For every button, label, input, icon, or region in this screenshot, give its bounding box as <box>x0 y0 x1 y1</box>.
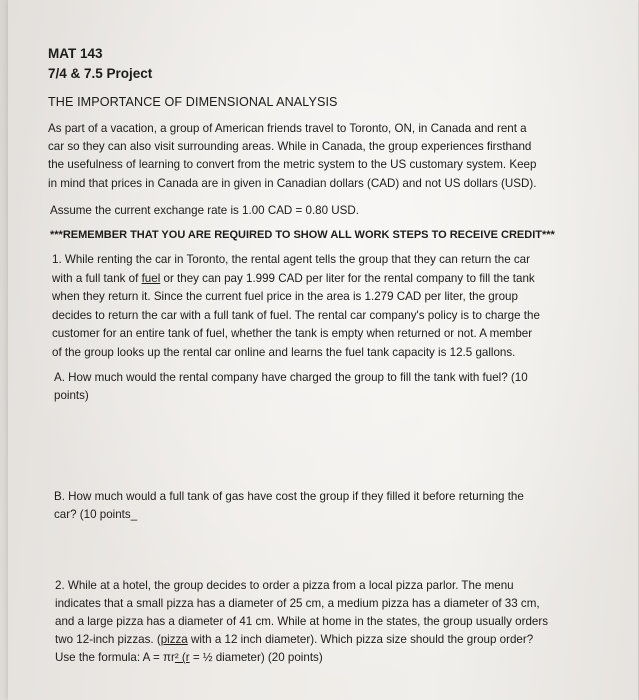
text-run: with a 12 inch diameter). Which pizza size should the group order? <box>187 633 534 646</box>
question-2-line: and a large pizza has a diameter of 41 cm. While at home in the states, the group usually orders <box>55 615 549 628</box>
part-a-line: points) <box>54 389 89 402</box>
question-2 <box>55 577 548 667</box>
part-b-line: car? (10 points_ <box>54 508 138 521</box>
remember-notice: ***REMEMBER THAT YOU ARE REQUIRED TO SHOW ALL WORK STEPS TO RECEIVE CREDIT*** <box>50 229 555 241</box>
text-run: with a full tank of <box>52 271 142 285</box>
text-run: Use the formula: A = πr <box>55 651 175 664</box>
question-2-line <box>55 649 548 667</box>
question-1 <box>52 251 540 363</box>
question-2-line <box>55 631 548 649</box>
question-2-line: indicates that a small pizza has a diameter of 25 cm, a medium pizza has a diameter of 33 cm, <box>55 597 540 610</box>
intro-line: As part of a vacation, a group of American friends travel to Toronto, ON, in Canada and rent a <box>48 122 527 135</box>
question-1-line: customer for an entire tank of fuel, whether the tank is empty when returned or not. A member <box>52 327 533 341</box>
question-2-line: 2. While at a hotel, the group decides to order a pizza from a local pizza parlor. The menu <box>55 579 514 592</box>
project-title: 7/4 & 7.5 Project <box>48 66 153 81</box>
question-1-line <box>52 270 540 289</box>
section-heading: THE IMPORTANCE OF DIMENSIONAL ANALYSIS <box>48 95 338 109</box>
exchange-rate-note: Assume the current exchange rate is 1.00 CAD = 0.80 USD. <box>50 204 360 217</box>
question-1-part-a <box>54 369 528 405</box>
intro-line: car so they can also visit surrounding areas. While in Canada, the group experiences firsthand <box>48 140 532 154</box>
question-1-line: decides to return the car with a full tank of fuel. The rental car company's policy is to charge the <box>52 308 540 322</box>
underlined-word: fuel <box>141 271 161 285</box>
text-run: = ½ diameter) (20 points) <box>189 651 323 664</box>
question-1-line: 1. While renting the car in Toronto, the rental agent tells the group that they can return the car <box>52 253 530 266</box>
course-title: MAT 143 <box>48 46 103 61</box>
underlined-word: pizza <box>160 633 188 646</box>
question-1-part-b <box>54 488 524 524</box>
text-run: or they can pay 1.999 CAD per liter for the rental company to fill the tank <box>160 271 535 285</box>
part-a-line: A. How much would the rental company have charged the group to fill the tank with fuel? (10 <box>54 371 528 384</box>
question-1-line: of the group looks up the rental car online and learns the fuel tank capacity is 12.5 gallons. <box>52 345 516 359</box>
question-1-line: when they return it. Since the current fuel price in the area is 1.279 CAD per liter, the group <box>52 290 518 304</box>
underlined-formula: ² (r <box>174 651 190 664</box>
intro-paragraph <box>48 120 536 193</box>
document-page <box>8 0 638 700</box>
text-run: two 12-inch pizzas. ( <box>55 633 161 646</box>
intro-line: in mind that prices in Canada are in given in Canadian dollars (CAD) and not US dollars (USD). <box>48 176 537 190</box>
intro-line: the usefulness of learning to convert from the metric system to the US customary system. Keep <box>48 158 537 172</box>
part-b-line: B. How much would a full tank of gas have cost the group if they filled it before returning the <box>54 490 524 503</box>
